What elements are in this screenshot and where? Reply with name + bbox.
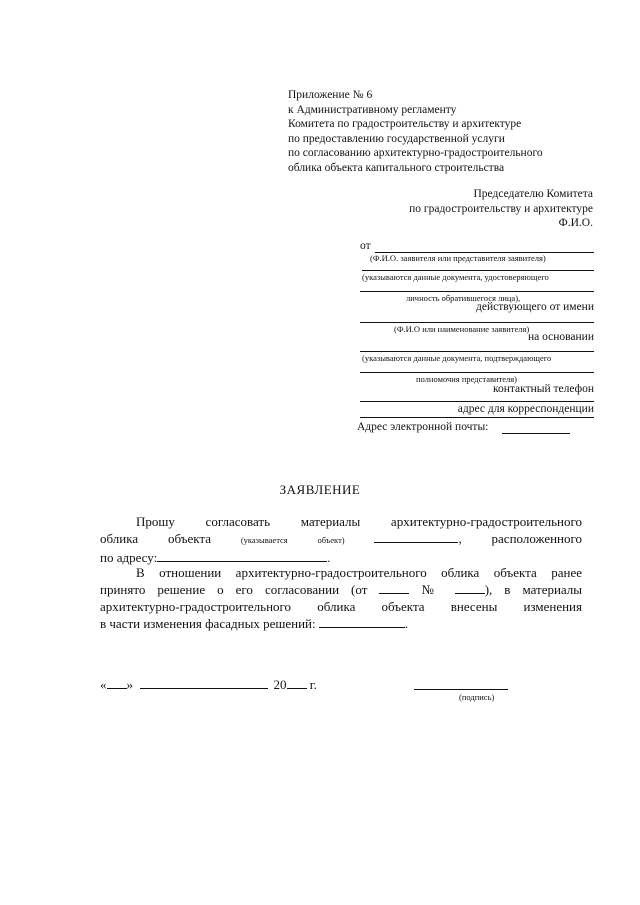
annex-line: по согласованию архитектурно-градостроительного	[288, 147, 543, 160]
request-paragraph	[100, 513, 582, 566]
object-field[interactable]	[374, 531, 458, 543]
annex-line: по предоставлению государственной услуги	[288, 132, 505, 145]
request-line-1: Прошу согласовать материалы архитектурно-градостроительного	[136, 514, 582, 529]
year-field[interactable]	[287, 677, 307, 689]
annex-line: облика объекта капитального строительства	[288, 161, 505, 174]
changes-paragraph	[100, 564, 582, 632]
caption-powers: полномочия представителя)	[416, 374, 518, 384]
id-document-field-2[interactable]	[360, 291, 594, 292]
caption-doc-confirm: (указываются данные документа, подтверждающего	[362, 353, 552, 363]
caption-fio: (Ф.И.О. заявителя или представителя заявителя)	[370, 253, 546, 263]
day-field[interactable]	[107, 677, 127, 689]
id-document-field[interactable]	[362, 270, 594, 271]
from-label: от	[360, 240, 371, 252]
request-line-2: облика объекта (указывается объект) , расположенного	[100, 531, 583, 546]
annex-line: Комитета по градостроительству и архитектуре	[288, 118, 522, 131]
acting-on-behalf-label: действующего от имени	[476, 301, 594, 313]
phone-label: контактный телефон	[492, 383, 594, 395]
object-address-field[interactable]	[157, 550, 327, 562]
caption-identity: личность обратившегося лица),	[406, 293, 521, 303]
annex-header	[288, 88, 543, 176]
principal-name-field[interactable]	[360, 322, 594, 323]
changes-line-2: принято решение о его согласовании (от № ), в материалы	[100, 582, 583, 597]
changes-line-4: в части изменения фасадных решений: .	[100, 616, 409, 631]
signature-caption: (подпись)	[459, 692, 495, 702]
signature-field[interactable]	[414, 689, 508, 690]
request-line-3: по адресу: .	[100, 550, 331, 565]
date-line: « » 20 г.	[100, 677, 317, 692]
phone-field[interactable]	[360, 401, 594, 402]
decision-number-field[interactable]	[455, 582, 485, 594]
annex-line: к Административному регламенту	[288, 103, 457, 116]
authority-document-field-2[interactable]	[360, 372, 594, 373]
changes-line-3: архитектурно-градостроительного облика объекта внесены изменения	[100, 599, 582, 614]
basis-label: на основании	[527, 331, 594, 343]
document-title: ЗАЯВЛЕНИЕ	[279, 482, 361, 497]
caption-doc: (указываются данные документа, удостоверяющего	[362, 272, 549, 282]
month-field[interactable]	[140, 677, 268, 689]
caption-fio-name: (Ф.И.О или наименование заявителя)	[394, 324, 530, 334]
email-field[interactable]	[502, 433, 570, 434]
postal-address-field[interactable]	[360, 417, 594, 418]
addressee-name: Ф.И.О.	[558, 217, 593, 230]
decision-date-field[interactable]	[379, 582, 409, 594]
addressee-line: по градостроительству и архитектуре	[409, 202, 593, 215]
facade-changes-field[interactable]	[319, 616, 405, 628]
applicant-block	[357, 240, 594, 440]
authority-document-field[interactable]	[360, 351, 594, 352]
email-label: Адрес электронной почты:	[357, 421, 489, 433]
annex-line: Приложение № 6	[288, 89, 373, 101]
addressee-line: Председателю Комитета	[473, 188, 593, 200]
addressee-block	[409, 187, 593, 231]
changes-line-1: В отношении архитектурно-градостроительного облика объекта ранее	[136, 565, 582, 580]
postal-address-label: адрес для корреспонденции	[457, 403, 594, 415]
